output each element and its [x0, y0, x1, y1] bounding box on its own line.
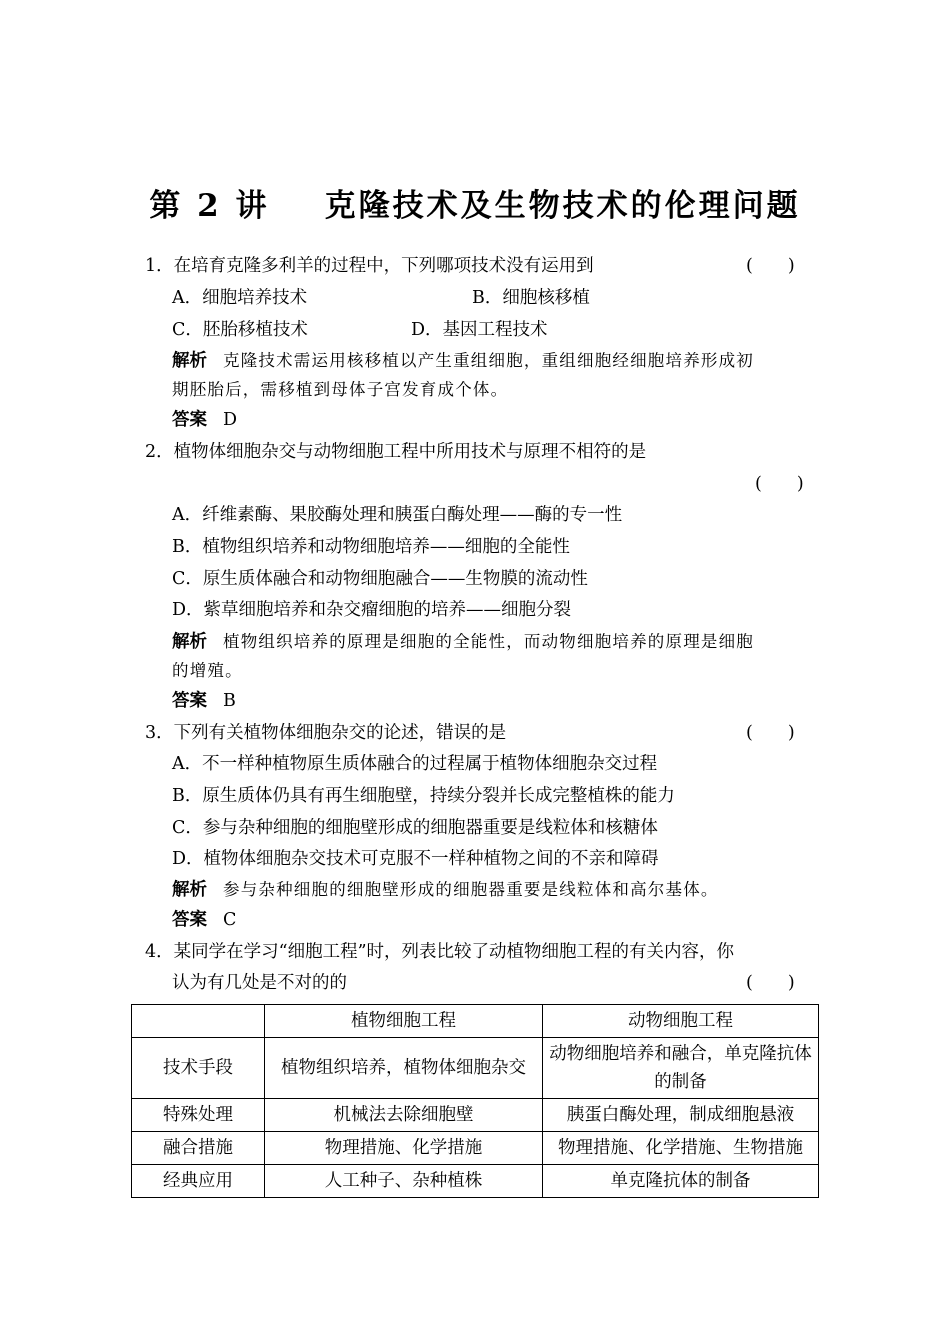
question-4-stem-line-2: 认为有几处是不对的的	[172, 973, 347, 993]
question-3-option-d: D．植物体细胞杂交技术可克服不一样种植物之间的不亲和障碍	[172, 849, 659, 869]
question-2-answer-blank: ( )	[755, 474, 804, 494]
analysis-label: 解析	[172, 632, 207, 652]
question-2-stem: 2．植物体细胞杂交与动物细胞工程中所用技术与原理不相符的是	[145, 442, 647, 462]
question-3-option-c: C．参与杂种细胞的细胞壁形成的细胞器重要是线粒体和核糖体	[172, 818, 658, 838]
question-1-option-b: B．细胞核移植	[472, 288, 590, 308]
answer-label: 答案	[172, 410, 207, 430]
question-3-answer	[172, 909, 236, 931]
table-cell: 植物组织培养，植物体细胞杂交	[265, 1038, 543, 1099]
table-header-cell: 植物细胞工程	[265, 1005, 543, 1038]
table-header-cell	[132, 1005, 265, 1038]
page-title: 第 2 讲 克隆技术及生物技术的伦理问题	[149, 188, 801, 224]
table-row-label: 经典应用	[132, 1165, 265, 1198]
question-2-option-b: B．植物组织培养和动物细胞培养——细胞的全能性	[172, 537, 570, 557]
answer-value: C	[223, 910, 237, 930]
question-1-option-d: D．基因工程技术	[411, 320, 548, 340]
analysis-text: 参与杂种细胞的细胞壁形成的细胞器重要是线粒体和高尔基体。	[223, 880, 719, 899]
table-row-label: 融合措施	[132, 1132, 265, 1165]
question-1-option-a: A．细胞培养技术	[172, 288, 308, 308]
question-2-option-a: A．纤维素酶、果胶酶处理和胰蛋白酶处理——酶的专一性	[172, 505, 623, 525]
table-row-label: 技术手段	[132, 1038, 265, 1099]
analysis-label: 解析	[172, 351, 207, 371]
table-row	[132, 1165, 819, 1198]
question-3-analysis-line-1	[172, 879, 719, 901]
table-row	[132, 1132, 819, 1165]
question-2-answer	[172, 690, 236, 712]
question-3-answer-blank: ( )	[746, 723, 795, 743]
question-1-answer	[172, 409, 237, 431]
question-2-option-c: C．原生质体融合和动物细胞融合——生物膜的流动性	[172, 569, 588, 589]
question-1-analysis-line-2: 期胚胎后，需移植到母体子宫发育成个体。	[172, 380, 509, 399]
comparison-table	[131, 1004, 819, 1198]
analysis-text: 植物组织培养的原理是细胞的全能性，而动物细胞培养的原理是细胞	[223, 632, 754, 651]
question-2-analysis-line-2: 的增殖。	[172, 661, 243, 680]
question-3-stem: 3．下列有关植物体细胞杂交的论述，错误的是	[145, 723, 507, 743]
answer-value: B	[223, 691, 236, 711]
question-1-answer-blank: ( )	[746, 256, 795, 276]
question-2-option-d: D．紫草细胞培养和杂交瘤细胞的培养——细胞分裂	[172, 600, 572, 620]
table-cell: 动物细胞培养和融合，单克隆抗体的制备	[543, 1038, 819, 1099]
table-cell: 机械法去除细胞壁	[265, 1099, 543, 1132]
table-row-label: 特殊处理	[132, 1099, 265, 1132]
table-cell: 人工种子、杂种植株	[265, 1165, 543, 1198]
answer-label: 答案	[172, 691, 207, 711]
question-4-stem-line-1: 4．某同学在学习“细胞工程”时，列表比较了动植物细胞工程的有关内容，你	[145, 942, 735, 962]
question-3-option-a: A．不一样种植物原生质体融合的过程属于植物体细胞杂交过程	[172, 754, 658, 774]
answer-value: D	[223, 410, 238, 430]
table-cell: 物理措施、化学措施	[265, 1132, 543, 1165]
table-header-cell: 动物细胞工程	[543, 1005, 819, 1038]
question-4-answer-blank: ( )	[746, 973, 795, 993]
answer-label: 答案	[172, 910, 207, 930]
table-cell: 物理措施、化学措施、生物措施	[543, 1132, 819, 1165]
question-1-stem: 1．在培育克隆多利羊的过程中，下列哪项技术没有运用到	[145, 256, 594, 276]
analysis-label: 解析	[172, 880, 207, 900]
table-cell: 胰蛋白酶处理，制成细胞悬液	[543, 1099, 819, 1132]
question-1-option-c: C．胚胎移植技术	[172, 320, 308, 340]
table-header-row	[132, 1005, 819, 1038]
table-cell: 单克隆抗体的制备	[543, 1165, 819, 1198]
table-row	[132, 1099, 819, 1132]
question-3-option-b: B．原生质体仍具有再生细胞壁，持续分裂并长成完整植株的能力	[172, 786, 675, 806]
question-1-analysis-line-1	[172, 350, 754, 372]
question-2-analysis-line-1	[172, 631, 754, 653]
table-row	[132, 1038, 819, 1099]
analysis-text: 克隆技术需运用核移植以产生重组细胞，重组细胞经细胞培养形成初	[223, 351, 754, 370]
